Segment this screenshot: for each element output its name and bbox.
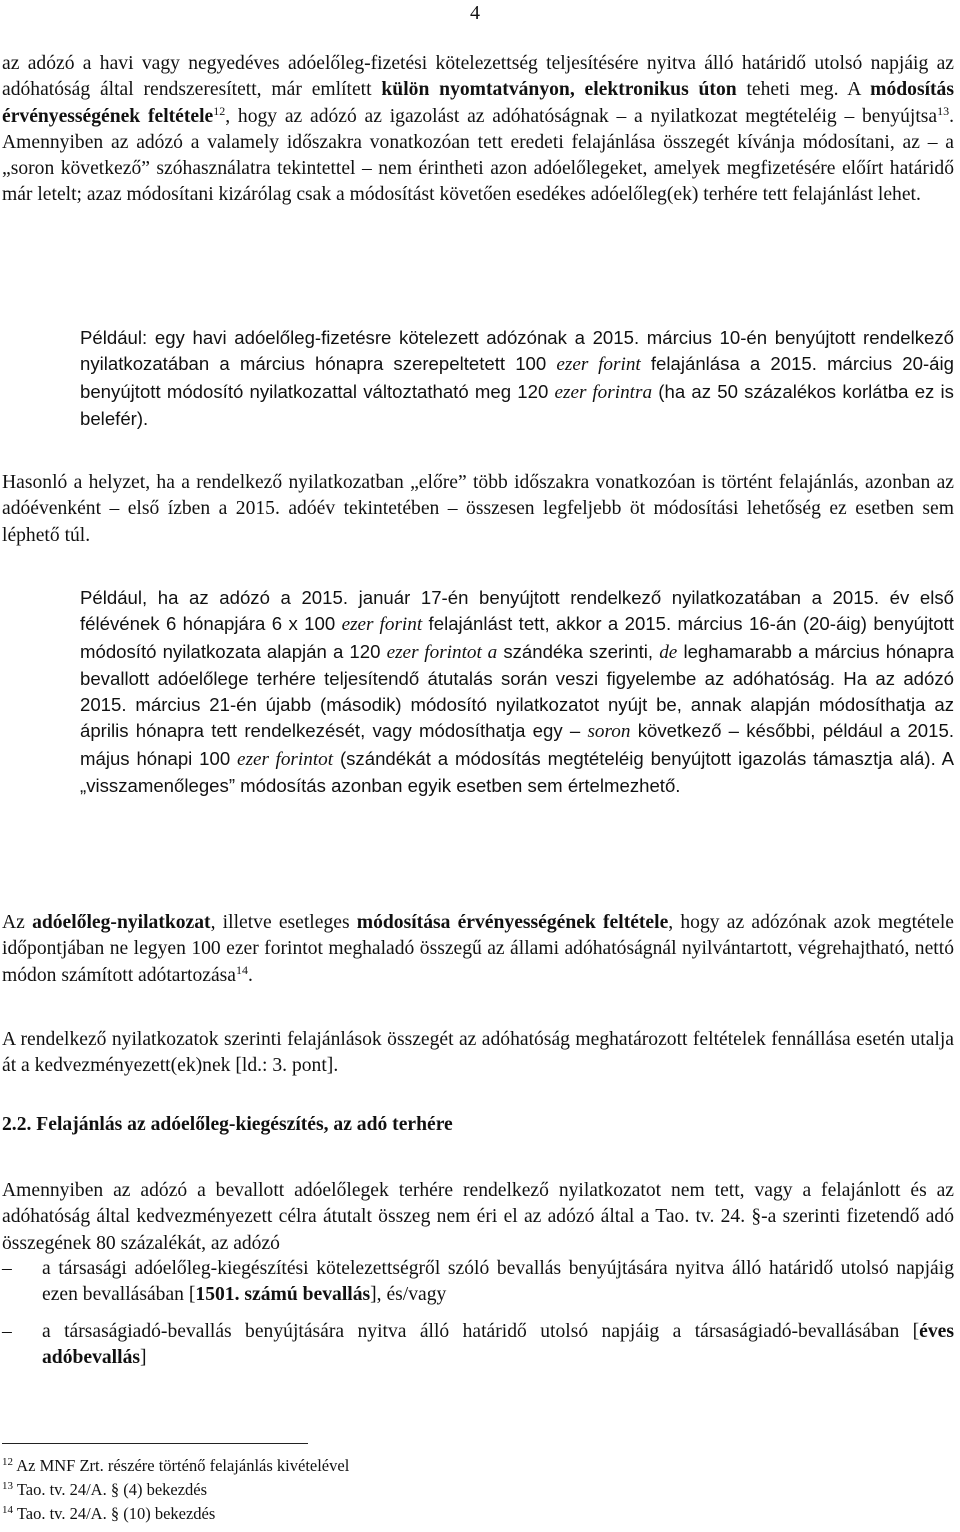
italic-run: ezer forintra bbox=[554, 381, 653, 403]
text-run: (ha az 50 százalékos korlátba ez is belefér). bbox=[80, 380, 954, 429]
footnote-text: Tao. tv. 24/A. § (10) bekezdés bbox=[16, 1504, 216, 1523]
footnote-14 bbox=[2, 1504, 215, 1524]
bullet-text bbox=[42, 1256, 954, 1309]
page-number: 4 bbox=[470, 2, 480, 24]
bold-run: 1501. számú bevallás bbox=[195, 1284, 371, 1306]
italic-run: soron bbox=[587, 721, 631, 743]
dash-bullet: – bbox=[2, 1321, 12, 1342]
text-run: az adózó a havi vagy negyedéves adóelőleg-fizetési kötelezettség teljesítésére nyitva álló határidő utolsó napjáig az adóhatóság által rendszeresített, már említett bbox=[2, 53, 954, 101]
footnote-text: Az MNF Zrt. részére történő felajánlás kivételével bbox=[16, 1456, 350, 1475]
text-run: . Amennyiben az adózó a valamely időszakra vonatkozóan tett eredeti felajánlása összegét kívánja módosítani, az – a „soron következő” szóhasználatra tekintettel – nem érintheti azon adóelőlegeket, amelyek megfizetésére előírt határidő már letelt; azaz módosítani kizárólag csak a módosítást követően esedékes adóelőleg(ek) terhére tett felajánlást lehet. bbox=[2, 105, 955, 206]
paragraph-validity-condition bbox=[2, 910, 954, 989]
text-run: (szándékát a módosítás megtételéig benyújtott igazolás támasztja alá). A „visszamenőleges” módosítás azonban egyik esetben sem értelmezhető. bbox=[80, 747, 954, 797]
italic-run: ezer forint bbox=[556, 354, 641, 376]
footnote-13 bbox=[2, 1480, 207, 1500]
footnote-ref-14[interactable]: 14 bbox=[235, 962, 248, 977]
bold-run: módosítása érvényességének feltétele bbox=[356, 912, 669, 933]
text-run: ] bbox=[140, 1347, 147, 1369]
bold-run: adóelőleg-nyilatkozat bbox=[32, 912, 211, 933]
italic-run: ezer forint bbox=[341, 614, 423, 636]
paragraph-supplement: Amennyiben az adózó a bevallott adóelőlegek terhére rendelkező nyilatkozatot nem tett, vagy a felajánlott és az adóhatóság által kedvezményezett célra átutalt összeg nem éri el az adózó által a Tao. tv. 24. §-a szerinti fizetendő adó összegének 80 százalékát, az adózó bbox=[2, 1180, 954, 1254]
text-run: következő – későbbi, például a 2015. május hónapi 100 bbox=[80, 720, 954, 769]
bullet-text bbox=[42, 1319, 954, 1372]
footnote-number: 14 bbox=[2, 1504, 13, 1516]
paragraph-transfer: A rendelkező nyilatkozatok szerinti felajánlások összegét az adóhatóság meghatározott feltételek fennállása esetén utalja át a kedvezményezett(ek)nek [ld.: 3. pont]. bbox=[2, 1029, 954, 1077]
italic-run: ezer forintot bbox=[237, 748, 334, 770]
bullet-item bbox=[2, 1256, 954, 1309]
footnote-number: 13 bbox=[2, 1480, 13, 1492]
paragraph-multiple-periods: Hasonló a helyzet, ha a rendelkező nyilatkozatban „előre” több időszakra vonatkozóan is történt felajánlás, azonban az adóévenként – első ízben a 2015. adóév tekintetében – összesen legfeljebb öt módosítási lehetőség ez esetben sem léphető túl. bbox=[2, 472, 954, 546]
text-run: a társaságiadó-bevallás benyújtására nyitva álló határidő utolsó napjáig a társaságiadó-bevallásában [ bbox=[42, 1321, 920, 1342]
paragraph-modification-procedure bbox=[2, 51, 954, 209]
text-run: a társasági adóelőleg-kiegészítési kötelezettségről szóló bevallás benyújtására nyitva álló határidő utolsó napjáig ezen bevallásában [ bbox=[42, 1258, 954, 1306]
italic-run: ezer forintot a bbox=[386, 641, 498, 663]
footnote-12 bbox=[2, 1456, 349, 1476]
text-run: szándéka szerinti, bbox=[497, 640, 660, 662]
text-run: , hogy az adózó az igazolást az adóhatóságnak – a nyilatkozat megtételéig – benyújtsa bbox=[225, 105, 938, 127]
text-run: leghamarabb a március hónapra bevallott adóelőlege terhére teljesítendő átutalás során veszi figyelembe az adóhatóság. Ha az adózó 2015. március 21-én újabb (második) módosító nyilatkozatot nyújt be, annak alapján módosíthatja az április hónapra tett rendelkezését, vagy módosíthatja egy – bbox=[80, 640, 954, 742]
footnote-ref-13[interactable]: 13 bbox=[937, 103, 950, 118]
bold-run: külön nyomtatványon, elektronikus úton bbox=[381, 79, 737, 101]
footnote-number: 12 bbox=[2, 1456, 13, 1468]
dash-bullet: – bbox=[2, 1258, 12, 1279]
footnote-ref-12[interactable]: 12 bbox=[213, 103, 226, 118]
text-run: , hogy az adózónak azok megtétele időpontjában ne legyen 100 ezer forintot meghaladó összegű az állami adóhatóságnál nyilvántartott, végrehajtható, nettó módon számított adótartozása bbox=[2, 912, 954, 986]
footnote-separator bbox=[2, 1443, 308, 1444]
text-run: teheti meg. A bbox=[736, 79, 871, 101]
text-run: . bbox=[247, 964, 253, 986]
text-run: Például: egy havi adóelőleg-fizetésre kötelezett adózónak a 2015. március 10-én benyújtott rendelkező nyilatkozatában a március hónapra szerepeltetett 100 bbox=[80, 327, 954, 375]
text-run: ], és/vagy bbox=[370, 1284, 447, 1306]
text-run: felajánlása a 2015. március 20-áig benyújtott módosító nyilatkozattal változtatható meg 120 bbox=[80, 353, 954, 402]
bullet-item bbox=[2, 1319, 954, 1372]
text-run: Például, ha az adózó a 2015. január 17-én benyújtott rendelkező nyilatkozatában a 2015. év első félévének 6 hónapjára 6 x 100 bbox=[80, 587, 954, 635]
example-monthly bbox=[80, 325, 954, 432]
bold-run: éves adóbevallás bbox=[42, 1321, 954, 1369]
text-run: , illetve esetleges bbox=[210, 912, 357, 933]
text-run: felajánlást tett, akkor a 2015. március 16-án (20-áig) benyújtott módosító nyilatkozata alapján a 120 bbox=[80, 613, 954, 662]
section-heading: 2.2. Felajánlás az adóelőleg-kiegészítés, az adó terhére bbox=[2, 1114, 453, 1135]
bold-run: módosítás érvényességének feltétele bbox=[2, 79, 954, 127]
italic-run: de bbox=[659, 641, 678, 663]
footnote-text: Tao. tv. 24/A. § (4) bekezdés bbox=[16, 1480, 208, 1499]
example-half-year bbox=[80, 585, 954, 799]
text-run: Az bbox=[2, 912, 33, 933]
